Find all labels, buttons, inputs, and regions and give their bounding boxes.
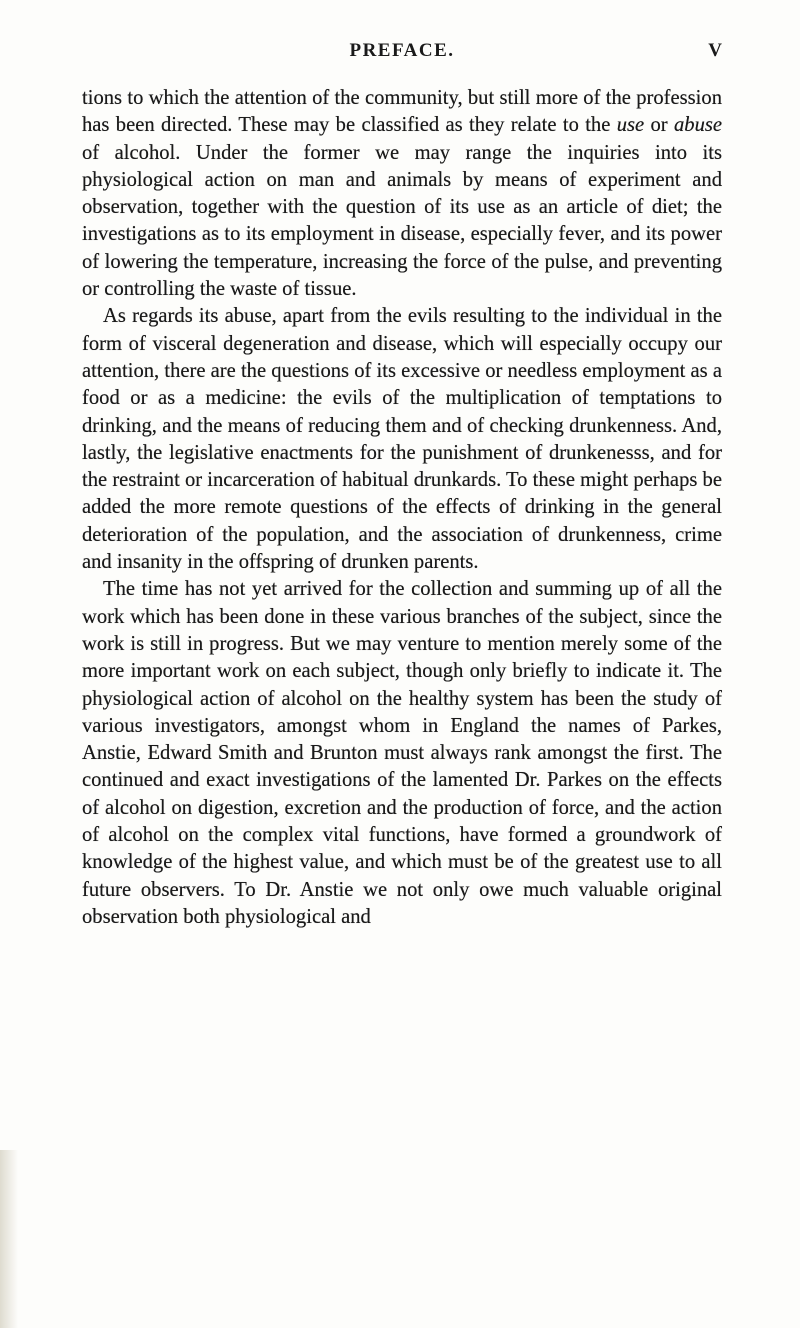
- paragraph-2: As regards its abuse, apart from the evils resulting to the individual in the form of visceral degeneration and disease, which will especially occupy our attention, there are the questions of its excessive or needless employment as a food or as a medicine: the evils of the multiplication of temptations to drinking, and the means of reducing them and of checking drunkenness. And, lastly, the legislative enactments for the punishment of drunkenesss, and for the restraint or incarceration of habitual drunkards. To these might perhaps be added the more remote questions of the effects of drinking in the general deterioration of the population, and the association of drunkenness, crime and insanity in the offspring of drunken parents.: [82, 305, 722, 574]
- header-title: PREFACE.: [349, 40, 455, 61]
- page-edge-shadow: [0, 1150, 18, 1328]
- paragraph-1: [82, 85, 722, 303]
- emphasis-abuse: abuse: [673, 114, 723, 137]
- paragraph-1-part-1: tions to which the attention of the community, but still more of the profession has been directed. These may be classified as they relate to the: [82, 87, 722, 137]
- paragraph-1-part-3: of alcohol. Under the former we may range the inquiries into its physiological action on man and animals by means of experiment and observation, together with the question of its use as an article of diet; the investigations as to its employment in disease, especially fever, and its power of lowering the temperature, increasing the force of the pulse, and preventing or controlling the waste of tissue.: [82, 141, 722, 301]
- paragraph-1-part-2: or: [644, 114, 674, 137]
- emphasis-use: use: [616, 114, 645, 137]
- page-number: V: [708, 40, 722, 61]
- running-header: [82, 40, 722, 70]
- paragraph-3: The time has not yet arrived for the collection and summing up of all the work which has been done in these various branches of the subject, since the work is still in progress. But we may venture to mention merely some of the more important work on each subject, though only briefly to indicate it. The physiological action of alcohol on the healthy system has been the study of various investigators, amongst whom in England the names of Parkes, Anstie, Edward Smith and Brunton must always rank amongst the first. The continued and exact investigations of the lamented Dr. Parkes on the effects of alcohol on digestion, excretion and the production of force, and the action of alcohol on the complex vital functions, have formed a groundwork of knowledge of the highest value, and which must be of the greatest use to all future observers. To Dr. Anstie we not only owe much valuable original observation both physiological and: [82, 578, 722, 928]
- body-text: [82, 85, 722, 931]
